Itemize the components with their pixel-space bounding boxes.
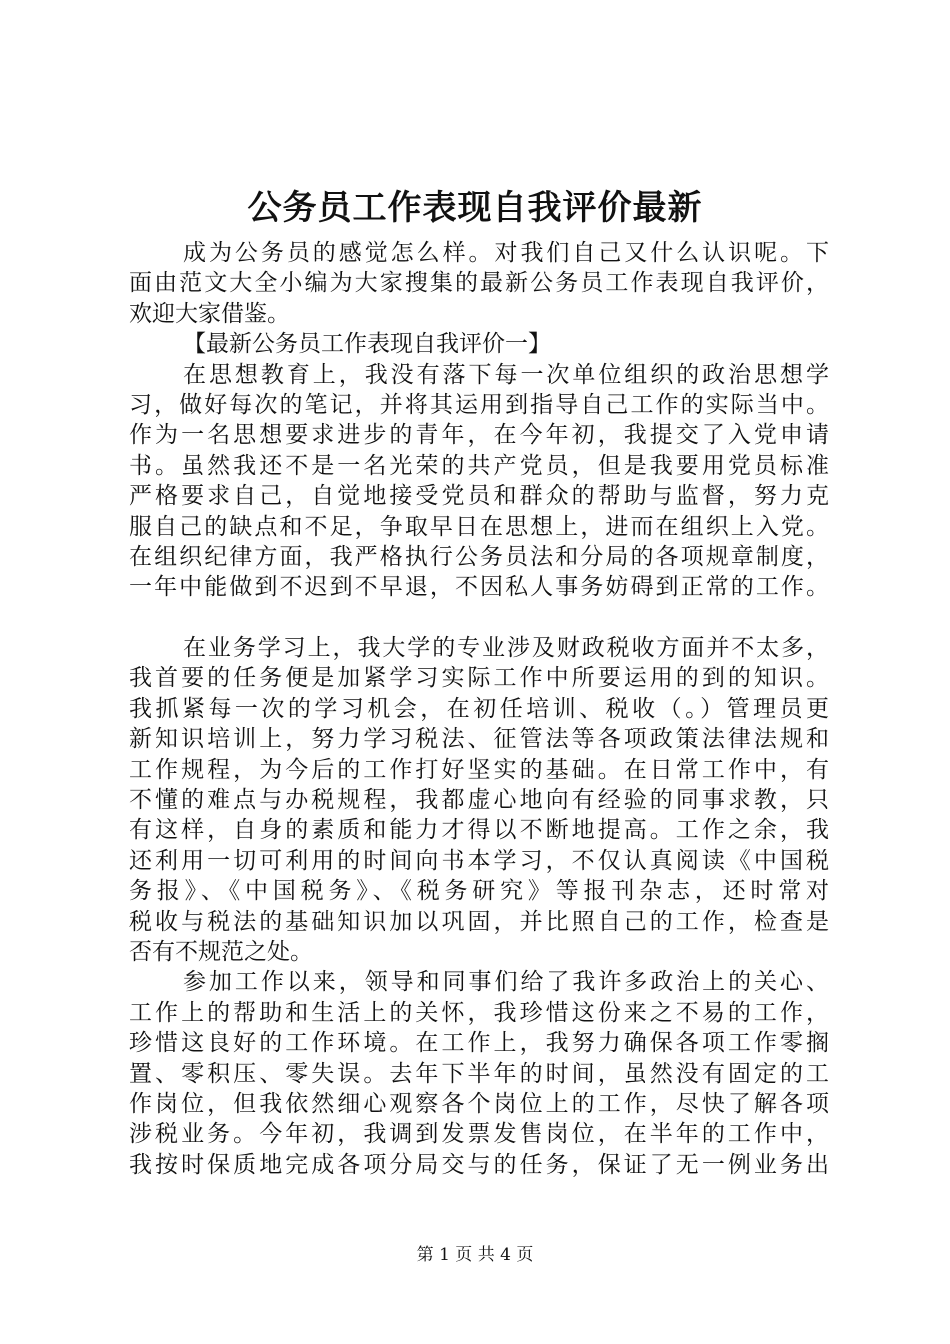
paragraph-line: 服自己的缺点和不足，争取早日在思想上，进而在组织上入党。 (129, 513, 829, 540)
paragraph-line: 有这样，自身的素质和能力才得以不断地提高。工作之余，我 (129, 817, 829, 844)
paragraph-line: 习，做好每次的笔记，并将其运用到指导自己工作的实际当中。 (129, 391, 829, 418)
paragraph-line: 务报》、《中国税务》、《税务研究》等报刊杂志，还时常对 (129, 878, 829, 905)
paragraph-gap (129, 603, 829, 633)
paragraph-line: 书。虽然我还不是一名光荣的共产党员，但是我要用党员标准 (129, 452, 829, 479)
paragraph-line: 工作规程，为今后的工作打好坚实的基础。在日常工作中，有 (129, 756, 829, 783)
paragraph-line: 在组织纪律方面，我严格执行公务员法和分局的各项规章制度， (129, 543, 829, 570)
paragraph-line: 欢迎大家借鉴。 (129, 300, 290, 327)
paragraph-line: 一年中能做到不迟到不早退，不因私人事务妨碍到正常的工作。 (129, 574, 829, 601)
paragraph-line: 新知识培训上，努力学习税法、征管法等各项政策法律法规和 (129, 726, 829, 753)
paragraph-line: 作为一名思想要求进步的青年，在今年初，我提交了入党申请 (129, 422, 829, 449)
document-title: 公务员工作表现自我评价最新 (247, 188, 703, 228)
paragraph-line: 税收与税法的基础知识加以巩固，并比照自己的工作，检查是 (129, 908, 829, 935)
paragraph-line: 涉税业务。今年初，我调到发票发售岗位，在半年的工作中， (129, 1121, 829, 1148)
paragraph-line: 在业务学习上，我大学的专业涉及财政税收方面并不太多， (183, 635, 829, 662)
paragraph-line: 作岗位，但我依然细心观察各个岗位上的工作，尽快了解各项 (129, 1090, 829, 1117)
paragraph-line: 不懂的难点与办税规程，我都虚心地向有经验的同事求教，只 (129, 787, 829, 814)
paragraph-line: 否有不规范之处。 (129, 938, 313, 965)
section-heading: 【最新公务员工作表现自我评价一】 (183, 331, 551, 358)
paragraph-line: 严格要求自己，自觉地接受党员和群众的帮助与监督，努力克 (129, 483, 829, 510)
paragraph-line: 工作上的帮助和生活上的关怀，我珍惜这份来之不易的工作， (129, 999, 829, 1026)
paragraph-line: 我抓紧每一次的学习机会，在初任培训、税收（。）管理员更 (129, 695, 829, 722)
paragraph-line: 还利用一切可利用的时间向书本学习，不仅认真阅读《中国税 (129, 847, 829, 874)
document-body (129, 238, 829, 1180)
paragraph-line: 我首要的任务便是加紧学习实际工作中所要运用的到的知识。 (129, 665, 829, 692)
paragraph-line: 成为公务员的感觉怎么样。对我们自己又什么认识呢。下 (183, 240, 829, 266)
paragraph-line: 面由范文大全小编为大家搜集的最新公务员工作表现自我评价， (129, 270, 829, 297)
paragraph-line: 我按时保质地完成各项分局交与的任务，保证了无一例业务出 (129, 1151, 829, 1178)
paragraph-line: 参加工作以来，领导和同事们给了我许多政治上的关心、 (183, 969, 829, 996)
page-footer: 第 1 页 共 4 页 (416, 1245, 534, 1265)
paragraph-line: 置、零积压、零失误。去年下半年的时间，虽然没有固定的工 (129, 1060, 829, 1087)
paragraph-line: 在思想教育上，我没有落下每一次单位组织的政治思想学 (183, 361, 829, 388)
paragraph-line: 珍惜这良好的工作环境。在工作上，我努力确保各项工作零搁 (129, 1030, 829, 1057)
